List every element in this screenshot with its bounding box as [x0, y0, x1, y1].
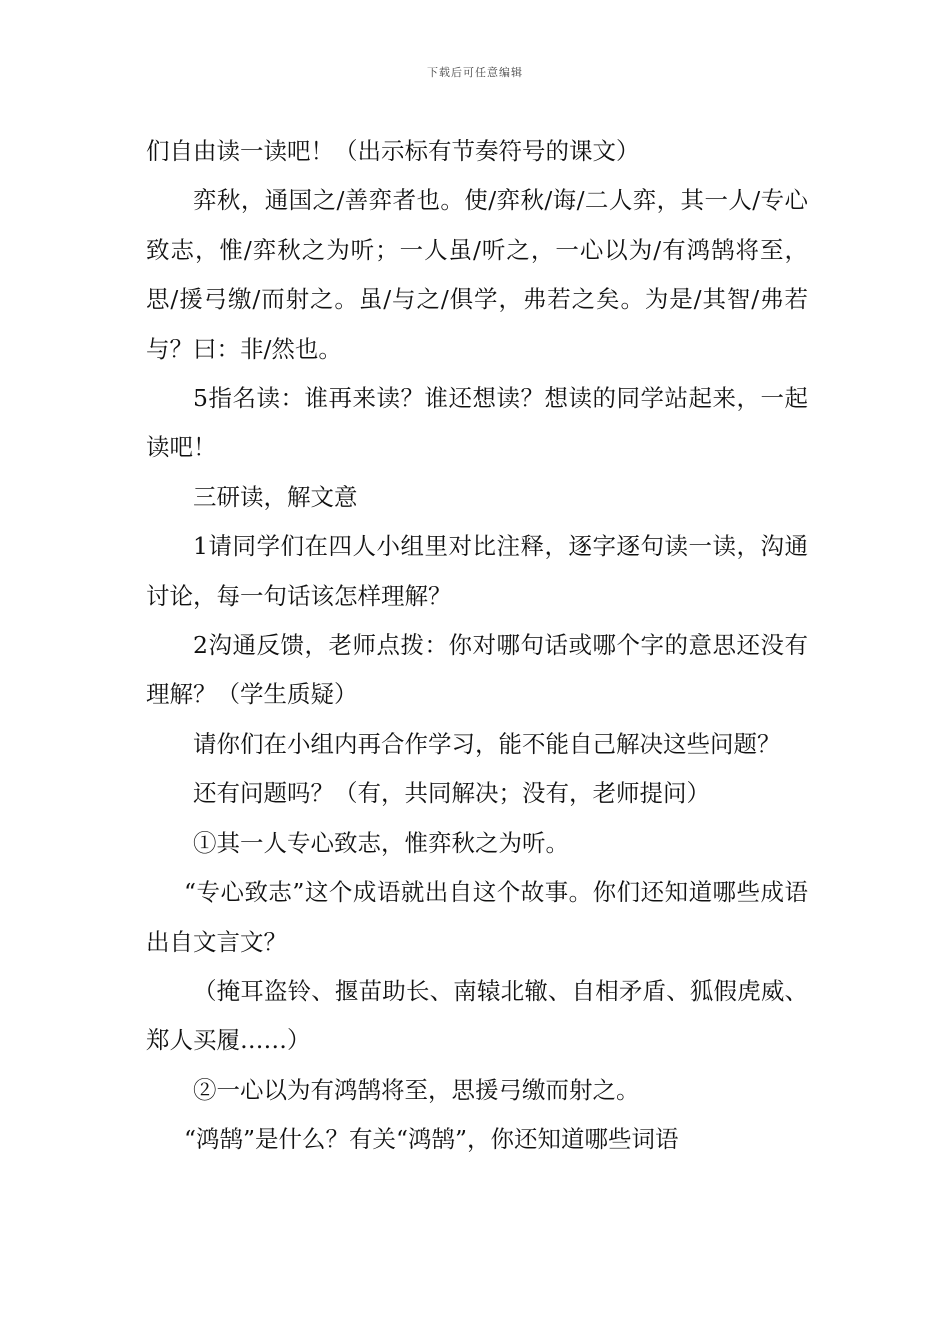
- paragraph: “专心致志”这个成语就出自这个故事。你们还知道哪些成语出自文言文？: [146, 878, 808, 956]
- paragraph: ①其一人专心致志，惟弈秋之为听。: [193, 828, 569, 857]
- paragraph: 5指名读：谁再来读？谁还想读？想读的同学站起来，一起读吧！: [146, 384, 808, 462]
- document-body: [146, 127, 808, 1165]
- paragraph: ②一心以为有鸿鹄将至，思援弓缴而射之。: [193, 1075, 640, 1104]
- paragraph: 弈秋，通国之/善弈者也。使/弈秋/诲/二人弈，其一人/专心致志，惟/弈秋之为听；一人虽/听之，一心以为/有鸿鹄将至，思/援弓缴/而射之。虽/与之/俱学，弗若之矣。为是/其智/弗若与？曰：非/然也。: [146, 186, 808, 363]
- paragraph: （掩耳盗铃、揠苗助长、南辕北辙、自相矛盾、狐假虎威、郑人买履……）: [146, 976, 808, 1055]
- paragraph: 2沟通反馈，老师点拨：你对哪句话或哪个字的意思还没有理解？（学生质疑）: [146, 631, 808, 709]
- paragraph: 们自由读一读吧！（出示标有节奏符号的课文）: [146, 137, 640, 165]
- paragraph: 还有问题吗？（有，共同解决；没有，老师提问）: [193, 779, 710, 808]
- paragraph: “鸿鹄”是什么？有关“鸿鹄”，你还知道哪些词语: [184, 1125, 679, 1154]
- page-header: 下载后可任意编辑: [427, 66, 523, 79]
- paragraph: 1请同学们在四人小组里对比注释，逐字逐句读一读，沟通讨论，每一句话该怎样理解？: [146, 532, 808, 610]
- section-heading: 三研读，解文意: [193, 482, 358, 511]
- paragraph: 请你们在小组内再合作学习，能不能自己解决这些问题？: [193, 729, 781, 758]
